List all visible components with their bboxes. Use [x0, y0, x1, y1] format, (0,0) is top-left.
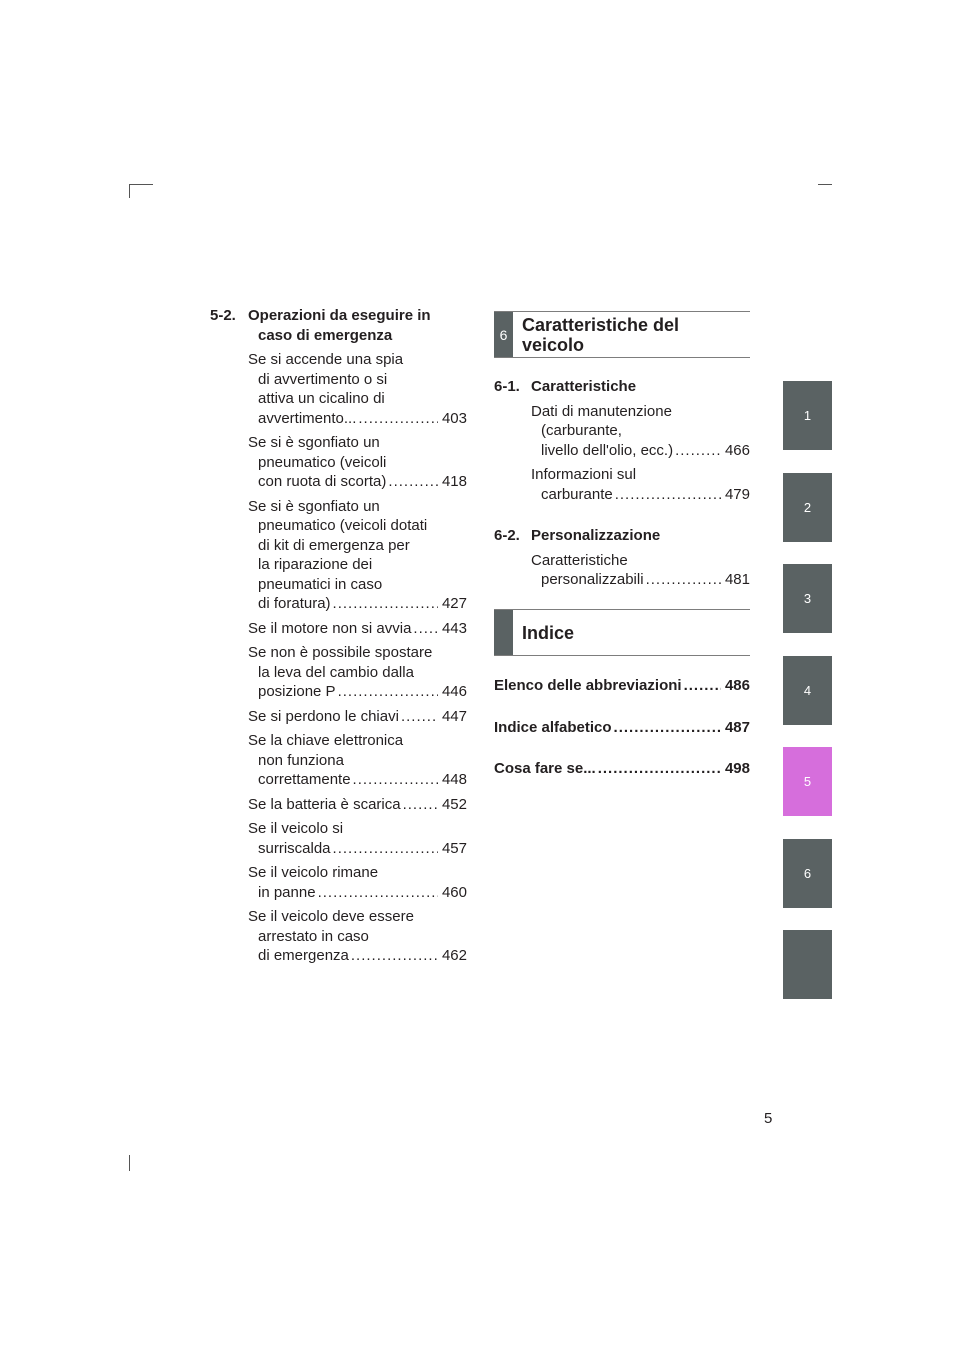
- dot-leader: [614, 718, 721, 738]
- page-ref: 486: [724, 677, 750, 694]
- chapter-tab-3[interactable]: 3: [783, 564, 832, 633]
- section-title-cont: caso di emergenza: [258, 326, 393, 344]
- crop-mark: [129, 1155, 130, 1171]
- toc-section: [494, 526, 750, 590]
- toc-entry[interactable]: [248, 707, 467, 727]
- section-number: 5-2.: [210, 307, 236, 324]
- entry-last-line: [248, 795, 467, 815]
- entry-last-line: [531, 570, 750, 590]
- dot-leader: [675, 441, 721, 461]
- page-ref: 498: [724, 760, 750, 777]
- toc-entry[interactable]: [248, 350, 467, 428]
- crop-mark: [818, 184, 832, 185]
- entry-last-line: [248, 472, 467, 492]
- dot-leader: [338, 682, 438, 702]
- page-ref: 487: [724, 718, 750, 736]
- entry-line: Se si è sgonfiato un: [248, 434, 380, 451]
- section-title: Caratteristiche: [531, 378, 637, 395]
- dot-leader: [351, 946, 438, 966]
- entry-line: pneumatici in caso: [258, 575, 383, 593]
- entry-text: di foratura): [258, 595, 331, 612]
- entry-text: livello dell'olio, ecc.): [541, 441, 674, 459]
- page-ref: 403: [441, 409, 467, 427]
- chapter-tab-6[interactable]: 6: [783, 839, 832, 908]
- entry-text: correttamente: [258, 771, 351, 788]
- section-title: Operazioni da eseguire in: [248, 307, 431, 324]
- dot-leader: [403, 795, 438, 815]
- toc-entry[interactable]: [531, 465, 750, 504]
- page-ref: 452: [441, 795, 467, 813]
- index-chapter-header: [494, 609, 750, 656]
- dot-leader: [615, 485, 721, 505]
- index-entry[interactable]: [494, 759, 750, 779]
- entry-text: posizione P: [258, 683, 336, 700]
- page-ref: 448: [441, 771, 467, 788]
- dot-leader: [598, 759, 721, 779]
- entry-line: Se il veicolo deve essere: [248, 908, 414, 925]
- page-ref: 466: [724, 441, 750, 459]
- toc-entry[interactable]: [248, 433, 467, 492]
- entry-last-line: [248, 594, 467, 614]
- entry-line: Se la chiave elettronica: [248, 732, 404, 749]
- page-ref: 457: [441, 839, 467, 857]
- entry-line: attiva un cicalino di: [258, 390, 385, 407]
- entry-text: di emergenza: [258, 947, 349, 964]
- toc-entry[interactable]: [248, 795, 467, 815]
- section-heading: [494, 526, 750, 546]
- page-ref: 481: [724, 571, 750, 588]
- dot-leader: [333, 839, 438, 859]
- toc-entry[interactable]: [248, 907, 467, 966]
- page-ref: 427: [441, 595, 467, 612]
- entry-text: surriscalda: [258, 839, 331, 857]
- crop-mark: [129, 184, 153, 185]
- page-number: 5: [764, 1110, 773, 1127]
- chapter-tab-bar: [494, 610, 513, 655]
- page-ref: 447: [441, 707, 467, 725]
- entry-last-line: [248, 707, 467, 727]
- dot-leader: [401, 707, 438, 727]
- index-entries: [494, 676, 750, 801]
- index-entry[interactable]: [494, 676, 750, 696]
- entry-last-line: [248, 619, 467, 639]
- page-ref: 443: [441, 619, 467, 637]
- entry-last-line: [248, 839, 467, 859]
- entry-text: Cosa fare se...: [494, 760, 596, 777]
- dot-leader: [684, 676, 721, 696]
- toc-entry[interactable]: [531, 402, 750, 461]
- toc-entries: [494, 551, 750, 590]
- entry-text: in panne: [258, 883, 316, 901]
- dot-leader: [388, 472, 438, 492]
- toc-entry[interactable]: [248, 643, 467, 702]
- chapter-tab-5[interactable]: 5: [783, 747, 832, 816]
- chapter-tab-2[interactable]: 2: [783, 473, 832, 542]
- page-ref: 418: [441, 473, 467, 490]
- entry-line: Se si è sgonfiato un: [248, 497, 380, 515]
- section-number: 6-1.: [494, 378, 520, 395]
- entry-last-line: [531, 485, 750, 505]
- page-ref: 446: [441, 683, 467, 700]
- entry-text: Se la batteria è scarica: [248, 795, 401, 813]
- entry-line: Se si accende una spia: [248, 351, 404, 368]
- right-toc-column: [494, 377, 750, 590]
- entry-last-line: [248, 409, 467, 429]
- toc-entry[interactable]: [248, 619, 467, 639]
- entry-line: pneumatico (veicoli: [258, 453, 387, 471]
- entry-line: Se il veicolo rimane: [248, 864, 379, 881]
- dot-leader: [333, 594, 438, 614]
- entry-last-line: [531, 441, 750, 461]
- page-ref: 462: [441, 947, 467, 964]
- section-heading: [494, 377, 750, 397]
- page-ref: 460: [441, 883, 467, 901]
- entry-line: Se non è possibile spostare: [248, 644, 433, 661]
- dot-leader: [646, 570, 721, 590]
- index-entry[interactable]: [494, 718, 750, 738]
- dot-leader: [353, 770, 438, 790]
- crop-mark: [129, 184, 130, 198]
- entry-line: pneumatico (veicoli dotati: [258, 517, 428, 534]
- dot-leader: [358, 409, 438, 429]
- entry-text: carburante: [541, 485, 613, 503]
- entry-text: Se si perdono le chiavi: [248, 707, 399, 725]
- entry-text: Elenco delle abbreviazioni: [494, 677, 682, 694]
- entry-line: Se il veicolo si: [248, 820, 344, 837]
- entry-line: la riparazione dei: [258, 556, 373, 573]
- toc-entry[interactable]: [531, 551, 750, 590]
- left-toc-column: [210, 306, 467, 966]
- entry-last-line: [248, 883, 467, 903]
- chapter-tab-1[interactable]: 1: [783, 381, 832, 450]
- page-ref: 479: [724, 485, 750, 503]
- chapter-header: [494, 311, 750, 358]
- chapter-tab-number: 6: [494, 312, 513, 357]
- dot-leader: [413, 619, 438, 639]
- entry-line: arrestato in caso: [258, 927, 369, 945]
- entry-text: avvertimento...: [258, 409, 357, 427]
- chapter-title: Caratteristiche del veicolo: [522, 314, 680, 355]
- entry-last-line: [248, 682, 467, 702]
- entry-line: di avvertimento o si: [258, 370, 388, 388]
- toc-entry[interactable]: [248, 497, 467, 614]
- entry-text: Se il motore non si avvia: [248, 619, 412, 637]
- entry-last-line: [248, 946, 467, 966]
- entry-line: di kit di emergenza per: [258, 536, 410, 554]
- section-heading: [210, 306, 467, 345]
- toc-entries: [210, 350, 467, 966]
- entry-text: con ruota di scorta): [258, 473, 387, 490]
- entry-line: non funziona: [258, 751, 344, 769]
- toc-entry[interactable]: [248, 863, 467, 902]
- entry-line: la leva del cambio dalla: [258, 663, 414, 681]
- entry-line: (carburante,: [541, 422, 622, 439]
- section-number: 6-2.: [494, 527, 520, 544]
- toc-entry[interactable]: [248, 731, 467, 790]
- entry-line: Caratteristiche: [531, 551, 628, 569]
- chapter-tab-4[interactable]: 4: [783, 656, 832, 725]
- entry-line: Informazioni sul: [531, 466, 637, 483]
- entry-last-line: [248, 770, 467, 790]
- entry-text: Indice alfabetico: [494, 718, 612, 736]
- toc-section: [494, 377, 750, 504]
- entry-text: personalizzabili: [541, 571, 644, 588]
- dot-leader: [318, 883, 438, 903]
- index-chapter-title: Indice: [522, 622, 575, 643]
- entry-line: Dati di manutenzione: [531, 402, 672, 420]
- toc-entries: [494, 402, 750, 505]
- chapter-tab-index[interactable]: [783, 930, 832, 999]
- section-title: Personalizzazione: [531, 527, 661, 544]
- toc-entry[interactable]: [248, 819, 467, 858]
